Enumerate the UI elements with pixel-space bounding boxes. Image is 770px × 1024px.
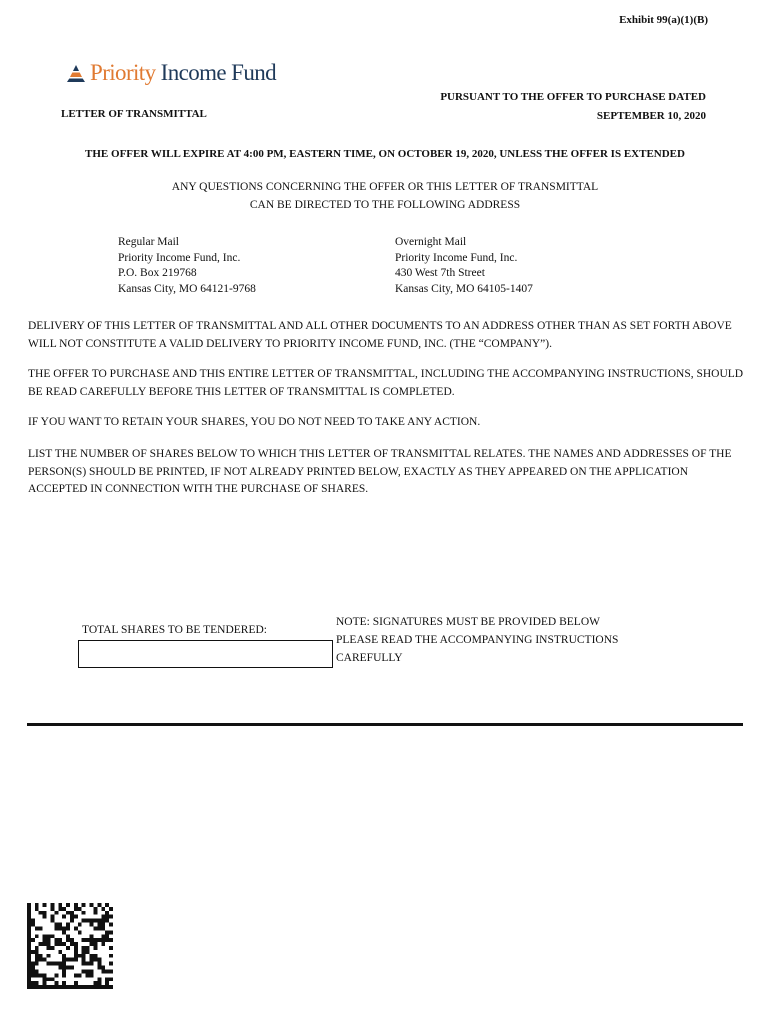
regular-mail-address bbox=[118, 235, 256, 297]
total-shares-label: TOTAL SHARES TO BE TENDERED: bbox=[82, 624, 268, 636]
note-line-2: PLEASE READ THE ACCOMPANYING INSTRUCTIONS bbox=[336, 634, 619, 646]
pyramid-logo-icon bbox=[66, 63, 86, 83]
address-line: Kansas City, MO 64105-1407 bbox=[395, 282, 533, 295]
overnight-mail-address bbox=[395, 235, 533, 297]
read-carefully-paragraph: THE OFFER TO PURCHASE AND THIS ENTIRE LETTER OF TRANSMITTAL, INCLUDING THE ACCOMPANYING INSTRUCTIONS, SHOULD BE READ CAREFULLY BEFORE THIS LETTER OF TRANSMITTAL IS COMPLETED. bbox=[28, 368, 744, 398]
address-line: Overnight Mail bbox=[395, 236, 467, 248]
logo-word-income-fund: Income Fund bbox=[160, 60, 277, 85]
expiry-notice: THE OFFER WILL EXPIRE AT 4:00 PM, EASTERN TIME, ON OCTOBER 19, 2020, UNLESS THE OFFER IS EXTENDED bbox=[85, 148, 685, 160]
logo-wordmark bbox=[90, 60, 276, 86]
total-shares-field[interactable] bbox=[78, 640, 333, 668]
address-line: Regular Mail bbox=[118, 236, 179, 248]
pursuant-header bbox=[440, 88, 706, 126]
address-line: P.O. Box 219768 bbox=[118, 267, 197, 279]
address-line: Priority Income Fund, Inc. bbox=[118, 251, 241, 264]
address-line: Kansas City, MO 64121-9768 bbox=[118, 282, 256, 295]
note-line-3: CAREFULLY bbox=[336, 652, 403, 664]
delivery-paragraph: DELIVERY OF THIS LETTER OF TRANSMITTAL AND ALL OTHER DOCUMENTS TO AN ADDRESS OTHER THAN AS SET FORTH ABOVE WILL NOT CONSTITUTE A VALID DELIVERY TO PRIORITY INCOME FUND, INC. (THE “COMPANY”). bbox=[28, 320, 732, 350]
letter-title: LETTER OF TRANSMITTAL bbox=[61, 108, 207, 120]
exhibit-label: Exhibit 99(a)(1)(B) bbox=[619, 14, 708, 26]
address-line: 430 West 7th Street bbox=[395, 267, 485, 279]
datamatrix-barcode-icon bbox=[27, 902, 113, 990]
pursuant-line-1: PURSUANT TO THE OFFER TO PURCHASE DATED bbox=[440, 91, 706, 103]
divider-rule bbox=[27, 723, 743, 726]
note-line-1: NOTE: SIGNATURES MUST BE PROVIDED BELOW bbox=[336, 616, 600, 628]
address-line: Priority Income Fund, Inc. bbox=[395, 251, 518, 264]
questions-notice bbox=[0, 178, 770, 214]
logo-word-priority: Priority bbox=[90, 60, 156, 85]
pursuant-line-2: SEPTEMBER 10, 2020 bbox=[596, 110, 706, 122]
retain-shares-paragraph: IF YOU WANT TO RETAIN YOUR SHARES, YOU DO NOT NEED TO TAKE ANY ACTION. bbox=[28, 416, 481, 428]
questions-line-1: ANY QUESTIONS CONCERNING THE OFFER OR THIS LETTER OF TRANSMITTAL bbox=[171, 181, 599, 193]
list-shares-paragraph: LIST THE NUMBER OF SHARES BELOW TO WHICH THIS LETTER OF TRANSMITTAL RELATES. THE NAMES AND ADDRESSES OF THE PERSON(S) SHOULD BE PRINTED, IF NOT ALREADY PRINTED BELOW, EXACTLY AS THEY APPEARED ON THE APPLICATION ACCEPTED IN CONNECTION WITH THE PURCHASE OF SHARES. bbox=[28, 448, 732, 495]
signature-note bbox=[336, 613, 618, 667]
questions-line-2: CAN BE DIRECTED TO THE FOLLOWING ADDRESS bbox=[249, 199, 521, 211]
company-logo bbox=[66, 60, 276, 86]
